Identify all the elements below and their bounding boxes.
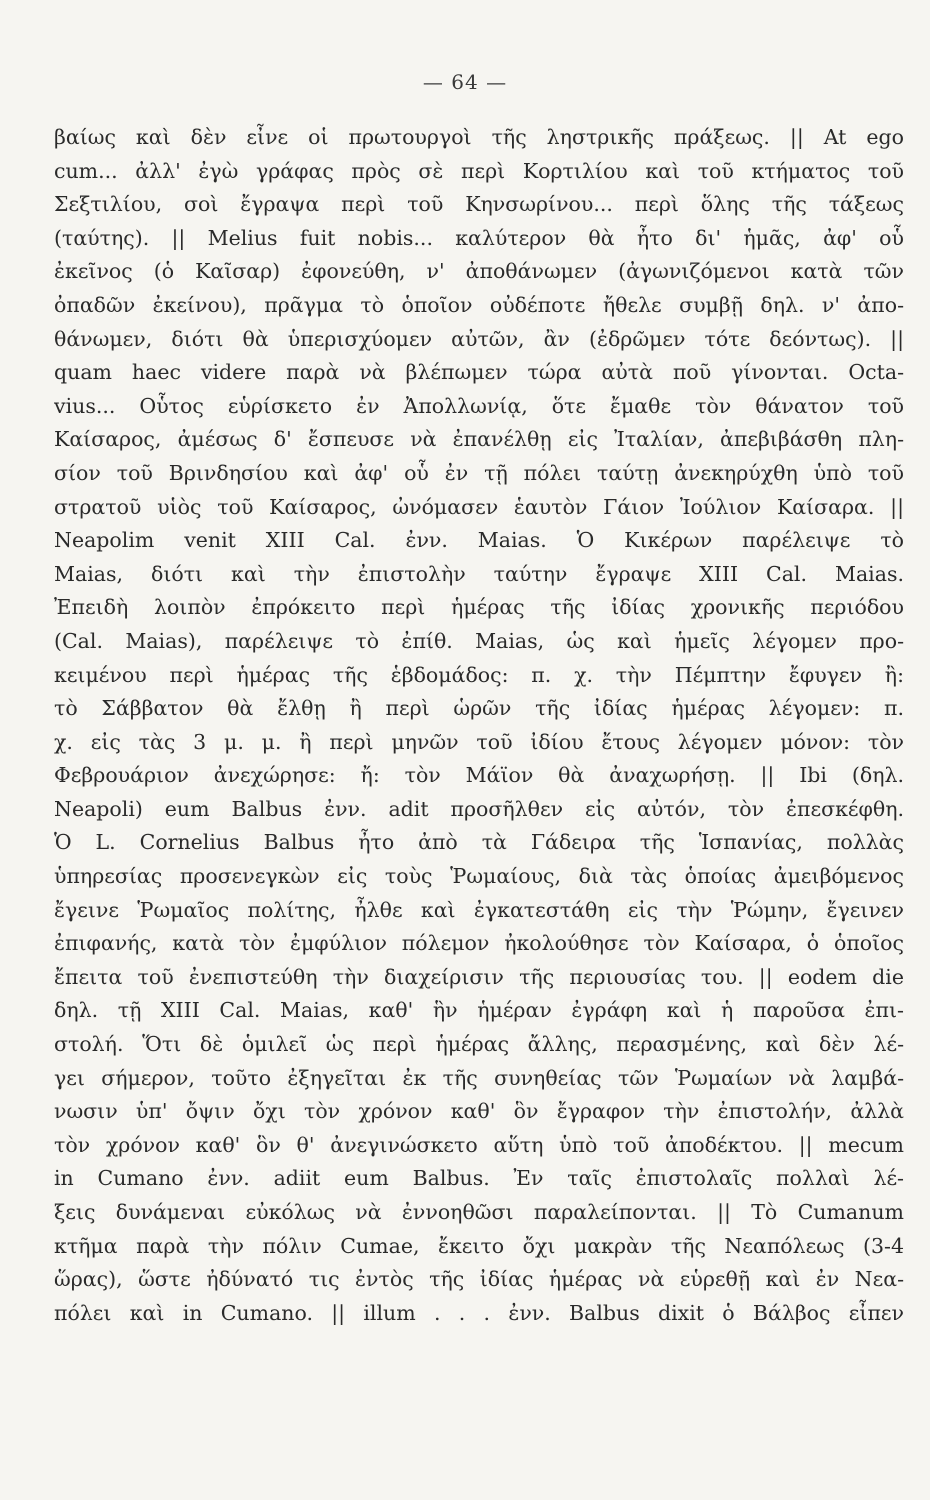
text-line: βαίως καὶ δὲν εἶνε οἱ πρωτουργοὶ τῆς ληστρικῆς πράξεως. || At ego (54, 125, 904, 149)
text-line: ὥρας), ὥστε ἠδύνατό τις ἐντὸς τῆς ἰδίας ἡμέρας νὰ εὑρεθῇ καὶ ἐν Νεα- (54, 1267, 904, 1292)
text-line: in Cumano ἐνν. adiit eum Balbus. Ἐν ταῖς ἐπιστολαῖς πολλαὶ λέ- (54, 1166, 904, 1191)
text-line: (ταύτης). || Melius fuit nobis... καλύτερον θὰ ἦτο δι' ἡμᾶς, ἀφ' οὗ (54, 225, 904, 250)
text-line: Ὁ L. Cornelius Balbus ἦτο ἀπὸ τὰ Γάδειρα τῆς Ἱσπανίας, πολλὰς (54, 830, 904, 855)
text-line: cum... ἀλλ' ἐγὼ γράφας πρὸς σὲ περὶ Κορτιλίου καὶ τοῦ κτήματος τοῦ (54, 158, 904, 183)
text-line: ἔπειτα τοῦ ἐνεπιστεύθη τὴν διαχείρισιν τῆς περιουσίας του. || eodem die (54, 964, 904, 989)
text-line: ἐκεῖνος (ὁ Καῖσαρ) ἐφονεύθη, ν' ἀποθάνωμεν (ἀγωνιζόμενοι κατὰ τῶν (54, 259, 904, 284)
text-line: ξεις δυνάμεναι εὐκόλως νὰ ἐννοηθῶσι παραλείπονται. || Τὸ Cumanum (54, 1200, 904, 1224)
text-line: vius... Οὗτος εὑρίσκετο ἐν Ἀπολλωνίᾳ, ὅτε ἔμαθε τὸν θάνατον τοῦ (54, 393, 904, 418)
text-line: Σεξτιλίου, σοὶ ἔγραψα περὶ τοῦ Κηνσωρίνου... περὶ ὅλης τῆς τάξεως (54, 192, 904, 217)
text-line: τὸν χρόνον καθ' ὃν θ' ἀνεγινώσκετο αὕτη ὑπὸ τοῦ ἀποδέκτου. || mecum (54, 1132, 904, 1157)
text-line: πόλει καὶ in Cumano. || illum . . . ἐνν. Balbus dixit ὁ Βάλβος εἶπεν (54, 1300, 904, 1325)
text-line: τὸ Σάββατον θὰ ἔλθῃ ἢ περὶ ὡρῶν τῆς ἰδίας ἡμέρας λέγομεν: π. (54, 696, 904, 721)
page-number: — 64 — (422, 70, 508, 94)
text-line: Neapolim venit XIII Cal. ἐνν. Maias. Ὁ Κικέρων παρέλειψε τὸ (54, 528, 904, 553)
text-line: σίον τοῦ Βρινδησίου καὶ ἀφ' οὗ ἐν τῇ πόλει ταύτῃ ἀνεκηρύχθη ὑπὸ τοῦ (54, 460, 904, 485)
text-line: κειμένου περὶ ἡμέρας τῆς ἑβδομάδος: π. χ. τὴν Πέμπτην ἔφυγεν ἢ: (54, 662, 904, 687)
text-line: στολή. Ὅτι δὲ ὁμιλεῖ ὡς περὶ ἡμέρας ἄλλης, περασμένης, καὶ δὲν λέ- (54, 1032, 904, 1057)
text-line: στρατοῦ υἱὸς τοῦ Καίσαρος, ὠνόμασεν ἑαυτὸν Γάιον Ἰούλιον Καίσαρα. || (54, 494, 904, 519)
text-line: νωσιν ὑπ' ὄψιν ὄχι τὸν χρόνον καθ' ὃν ἔγραφον τὴν ἐπιστολήν, ἀλλὰ (54, 1099, 904, 1124)
text-line: Φεβρουάριον ἀνεχώρησε: ἤ: τὸν Μάϊον θὰ ἀναχωρήσῃ. || Ibi (δηλ. (54, 763, 904, 788)
text-line: γει σήμερον, τοῦτο ἐξηγεῖται ἐκ τῆς συνηθείας τῶν Ῥωμαίων νὰ λαμβά- (54, 1065, 904, 1090)
text-line: ἔγεινε Ῥωμαῖος πολίτης, ἦλθε καὶ ἐγκατεστάθη εἰς τὴν Ῥώμην, ἔγεινεν (54, 897, 904, 922)
text-line: Maias, διότι καὶ τὴν ἐπιστολὴν ταύτην ἔγραψε XIII Cal. Maias. (54, 561, 904, 586)
text-line: Ἐπειδὴ λοιπὸν ἐπρόκειτο περὶ ἡμέρας τῆς ἰδίας χρονικῆς περιόδου (54, 595, 904, 620)
text-line: ὀπαδῶν ἐκείνου), πρᾶγμα τὸ ὁποῖον οὐδέποτε ἤθελε συμβῇ δηλ. ν' ἀπο- (54, 292, 904, 317)
text-line: θάνωμεν, διότι θὰ ὑπερισχύομεν αὐτῶν, ἂν (ἐδρῶμεν τότε δεόντως). || (54, 326, 904, 351)
text-line: ὑπηρεσίας προσενεγκὼν εἰς τοὺς Ῥωμαίους, διὰ τὰς ὁποίας ἀμειβόμενος (54, 864, 904, 889)
text-line: quam haec videre παρὰ νὰ βλέπωμεν τώρα αὐτὰ ποῦ γίνονται. Octa- (54, 360, 904, 385)
text-line: δηλ. τῇ XIII Cal. Maias, καθ' ἣν ἡμέραν ἐγράφη καὶ ἡ παροῦσα ἐπι- (54, 998, 904, 1023)
text-line: (Cal. Maias), παρέλειψε τὸ ἐπίθ. Maias, ὡς καὶ ἡμεῖς λέγομεν προ- (54, 628, 904, 653)
text-line: χ. εἰς τὰς 3 μ. μ. ἢ περὶ μηνῶν τοῦ ἰδίου ἔτους λέγομεν μόνον: τὸν (54, 729, 904, 754)
text-line: Neapoli) eum Balbus ἐνν. adit προσῆλθεν εἰς αὐτόν, τὸν ἐπεσκέφθη. (54, 796, 904, 821)
text-line: Καίσαρος, ἀμέσως δ' ἔσπευσε νὰ ἐπανέλθῃ εἰς Ἰταλίαν, ἀπεβιβάσθη πλη- (54, 427, 904, 452)
body-text (54, 121, 904, 1330)
text-line: ἐπιφανής, κατὰ τὸν ἐμφύλιον πόλεμον ἠκολούθησε τὸν Καίσαρα, ὁ ὁποῖος (54, 931, 904, 956)
text-line: κτῆμα παρὰ τὴν πόλιν Cumae, ἔκειτο ὄχι μακρὰν τῆς Νεαπόλεως (3-4 (54, 1233, 904, 1258)
